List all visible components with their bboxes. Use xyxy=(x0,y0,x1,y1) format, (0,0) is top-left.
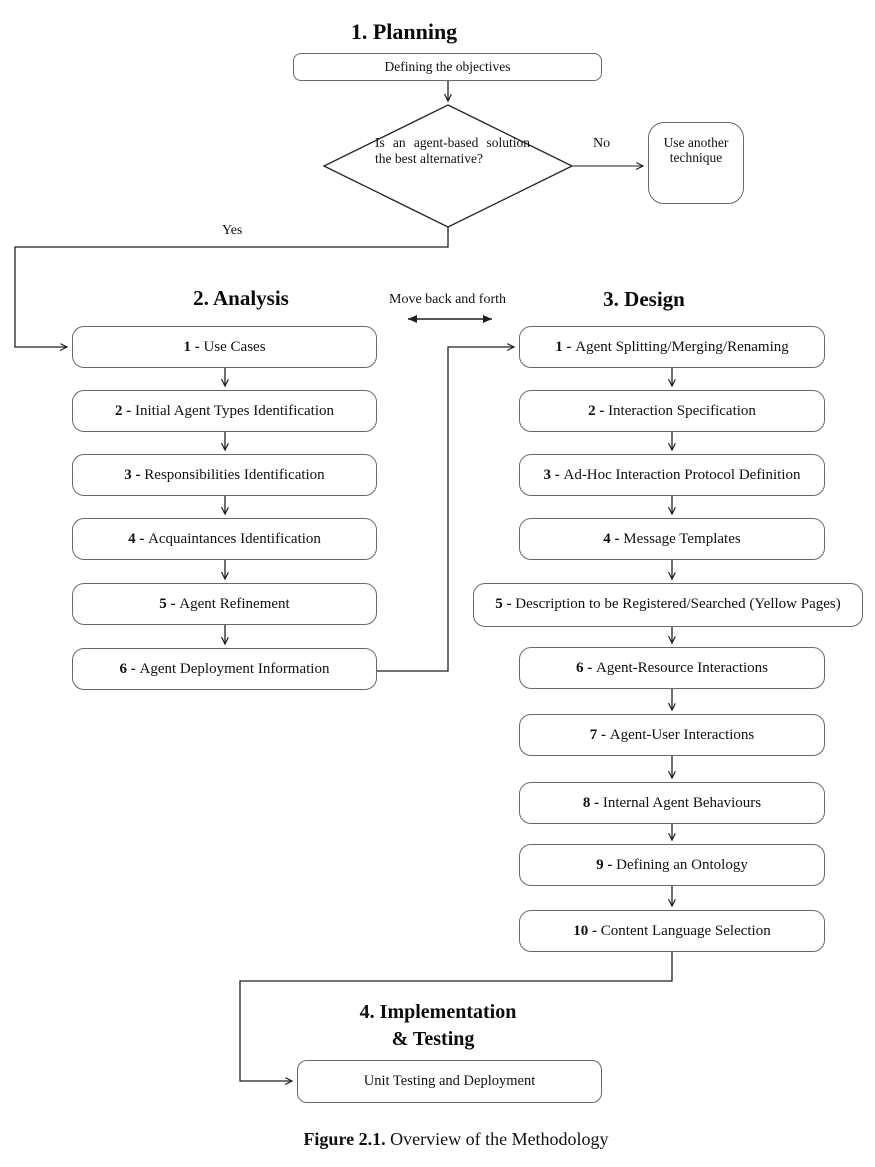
analysis-step-2: 2 - Initial Agent Types Identification xyxy=(72,390,377,432)
design-step-2: 2 - Interaction Specification xyxy=(519,390,825,432)
design-step-10: 10 - Content Language Selection xyxy=(519,910,825,952)
design-step-1: 1 - Agent Splitting/Merging/Renaming xyxy=(519,326,825,368)
no-label: No xyxy=(593,136,611,151)
analysis-step-4: 4 - Acquaintances Identification xyxy=(72,518,377,560)
design-step-5: 5 - Description to be Registered/Searched (Yellow Pages) xyxy=(473,583,863,627)
decision-question-text: Is an agent-based solution the best alternative? xyxy=(375,135,530,167)
design-step-9: 9 - Defining an Ontology xyxy=(519,844,825,886)
use-another-technique-box: Use another technique xyxy=(648,122,744,204)
unit-testing-box: Unit Testing and Deployment xyxy=(297,1060,602,1103)
design-step-4: 4 - Message Templates xyxy=(519,518,825,560)
analysis-step-5: 5 - Agent Refinement xyxy=(72,583,377,625)
implementation-heading-line2: & Testing xyxy=(391,1028,475,1050)
analysis-heading: 2. Analysis xyxy=(193,286,289,310)
move-back-and-forth-label: Move back and forth xyxy=(389,292,507,307)
yes-label: Yes xyxy=(222,223,243,238)
design-step-8: 8 - Internal Agent Behaviours xyxy=(519,782,825,824)
design-step-3: 3 - Ad-Hoc Interaction Protocol Definition xyxy=(519,454,825,496)
defining-objectives-box: Defining the objectives xyxy=(293,53,602,81)
implementation-heading-line1: 4. Implementation xyxy=(359,1001,517,1023)
analysis-step-6: 6 - Agent Deployment Information xyxy=(72,648,377,690)
design-step-7: 7 - Agent-User Interactions xyxy=(519,714,825,756)
planning-heading: 1. Planning xyxy=(350,19,458,44)
analysis-step-1: 1 - Use Cases xyxy=(72,326,377,368)
analysis-step-3: 3 - Responsibilities Identification xyxy=(72,454,377,496)
figure-caption: Figure 2.1. Overview of the Methodology xyxy=(303,1129,609,1149)
design-heading: 3. Design xyxy=(603,287,685,311)
design-step-6: 6 - Agent-Resource Interactions xyxy=(519,647,825,689)
